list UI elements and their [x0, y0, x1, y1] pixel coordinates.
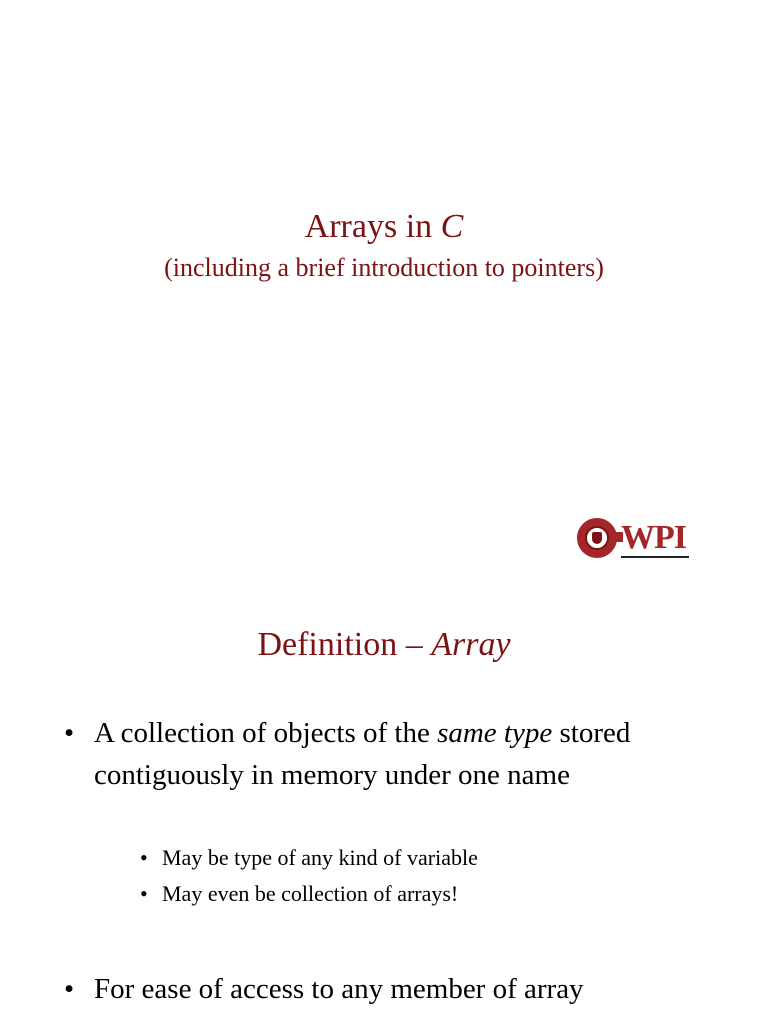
title-italic-text: C [440, 208, 464, 245]
logo-text: WPI [621, 519, 686, 556]
slide-title [0, 622, 768, 668]
bullet-dot-icon: • [140, 881, 148, 906]
sub-bullet-item [140, 876, 478, 912]
bullet-dot-icon: • [64, 717, 75, 749]
slide-subtitle: (including a brief introduction to pointers) [164, 253, 604, 282]
sub-bullet-list [140, 840, 478, 912]
sub-bullet-text: May even be collection of arrays! [162, 881, 459, 906]
bullet-dot-icon: • [64, 973, 75, 1005]
sub-bullet-text: May be type of any kind of variable [162, 845, 478, 870]
bullet-dot-icon: • [140, 845, 148, 870]
bullet-text: A collection of objects of the same type stored contiguously in memory under one name [94, 717, 631, 791]
title-text: Definition – [257, 626, 432, 663]
bullet-text: For ease of access to any member of array [94, 973, 584, 1005]
title-italic-text: Array [431, 626, 511, 663]
title-text: Arrays in [304, 208, 441, 245]
seal-icon [577, 518, 617, 558]
slide-title [0, 204, 768, 250]
wpi-logo [577, 515, 689, 561]
sub-bullet-item [140, 840, 478, 876]
logo-underline [621, 556, 689, 558]
definition-slide [0, 576, 768, 1024]
